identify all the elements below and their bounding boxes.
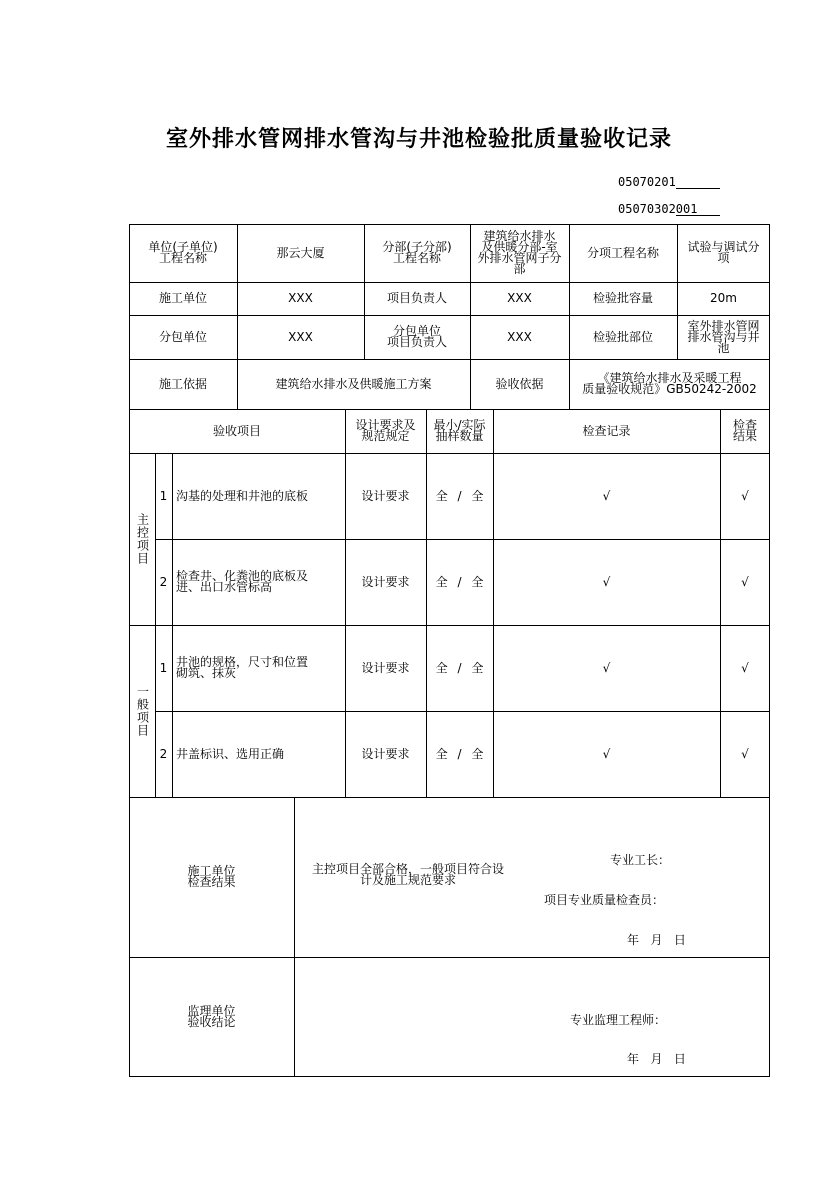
- supervision-engineer-label: 专业监理工程师：: [570, 1013, 667, 1027]
- subcontractor-value: XXX: [288, 329, 313, 344]
- sub-manager-value: XXX: [507, 329, 532, 344]
- row-design: 设计要求: [361, 746, 410, 761]
- row-item: 沟基的处理和井池的底板: [176, 488, 309, 503]
- project-manager-value: XXX: [507, 291, 532, 305]
- row-design: 设计要求: [361, 488, 410, 503]
- row-item: 井盖标识、选用正确: [176, 746, 285, 761]
- construction-check-conclusion: 主控项目全部合格，一般项目符合设 计及施工规范要求: [311, 862, 504, 887]
- row-result: √: [741, 746, 749, 761]
- row-sample: 全 / 全: [435, 574, 484, 589]
- subcontractor-label: 分包单位: [158, 329, 207, 344]
- row-sample: 全 / 全: [435, 488, 484, 503]
- row-number: 2: [159, 746, 168, 761]
- row-number: 1: [159, 488, 168, 503]
- construction-check-date: 年 月 日: [627, 933, 686, 947]
- row-design: 设计要求: [361, 660, 410, 675]
- unit-name-value: 那云大厦: [276, 245, 325, 260]
- supervision-check-label: 监理单位 验收结论: [187, 1003, 236, 1029]
- row-record: √: [602, 660, 611, 675]
- construction-basis-label: 施工依据: [158, 376, 207, 391]
- division-name-label: 分部(子分部) 工程名称: [382, 240, 452, 265]
- unit-name-label: 单位(子单位) 工程名称: [148, 240, 218, 265]
- row-record: √: [602, 574, 611, 589]
- acceptance-basis-value: 《建筑给水排水及采暖工程 质量验收规范》GB50242-2002: [582, 371, 757, 396]
- construction-check-label: 施工单位 检查结果: [187, 864, 236, 889]
- col-sample-count: 最小/实际 抽样数量: [433, 418, 486, 443]
- row-number: 2: [159, 574, 168, 589]
- col-check-record: 检查记录: [582, 423, 631, 438]
- row-item: 井池的规格，尺寸和位置 砌筑、抹灰: [176, 655, 309, 680]
- project-manager-label: 项目负责人: [386, 291, 447, 305]
- batch-part-label: 检验批部位: [592, 329, 653, 344]
- subitem-name-label: 分项工程名称: [586, 245, 659, 260]
- contractor-label: 施工单位: [158, 291, 207, 305]
- row-sample: 全 / 全: [435, 746, 484, 761]
- acceptance-basis-label: 验收依据: [495, 376, 544, 391]
- row-item: 检查井、化粪池的底板及 进、出口水管标高: [176, 569, 309, 594]
- supervision-check-date: 年 月 日: [627, 1052, 686, 1066]
- row-design: 设计要求: [361, 574, 410, 589]
- inspector-signature-label: 项目专业质量检查员：: [544, 893, 665, 907]
- row-result: √: [741, 660, 749, 675]
- col-check-result: 检查 结果: [732, 418, 757, 443]
- group-label-general: 一般项目: [135, 685, 150, 737]
- batch-capacity-label: 检验批容量: [592, 291, 653, 305]
- code2-label: 05070302: [618, 202, 676, 216]
- row-result: √: [741, 488, 749, 503]
- col-design-requirement: 设计要求及 规范规定: [355, 418, 416, 443]
- row-sample: 全 / 全: [435, 660, 484, 675]
- division-name-value: 建筑给水排水 及供暖分部-室 外排水管网子分 部: [477, 229, 562, 276]
- col-acceptance-item: 验收项目: [212, 423, 261, 438]
- batch-part-value: 室外排水管网 排水管沟与井 池: [687, 318, 760, 355]
- batch-capacity-value: 20m: [710, 291, 737, 305]
- row-number: 1: [159, 660, 168, 675]
- contractor-value: XXX: [288, 291, 313, 305]
- foreman-signature-label: 专业工长：: [610, 853, 671, 867]
- sub-manager-label: 分包单位 项目负责人: [386, 324, 447, 349]
- code2-value: 001: [676, 202, 720, 216]
- subitem-name-value: 试验与调试分 项: [687, 240, 760, 265]
- construction-basis-value: 建筑给水排水及供暖施工方案: [275, 376, 432, 391]
- row-record: √: [602, 746, 611, 761]
- row-record: √: [602, 488, 611, 503]
- row-result: √: [741, 574, 749, 589]
- page-title: 室外排水管网排水管沟与井池检验批质量验收记录: [165, 126, 672, 152]
- code1-label: 05070201: [618, 175, 676, 189]
- group-label-main: 主控项目: [135, 513, 150, 565]
